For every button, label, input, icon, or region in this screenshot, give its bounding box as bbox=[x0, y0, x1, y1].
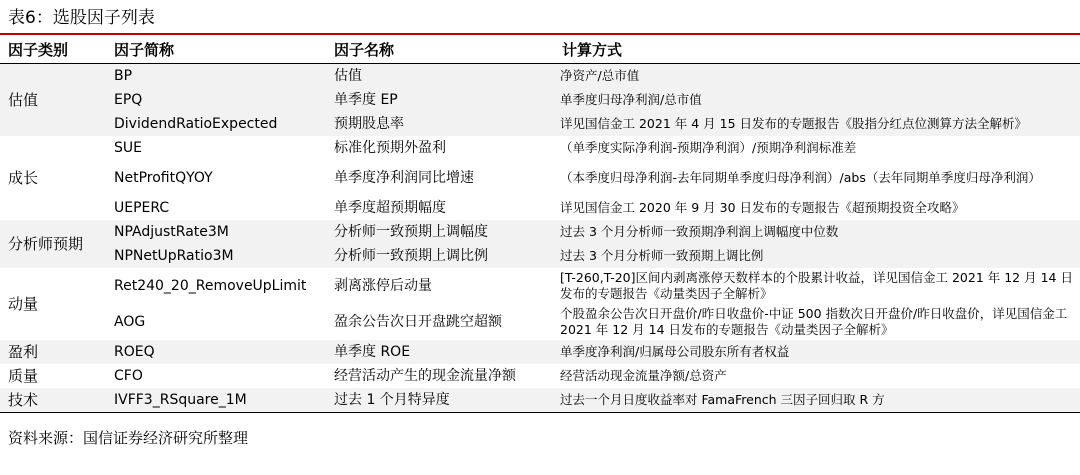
name-cell: 盈余公告次日开盘跳空超额 bbox=[334, 313, 502, 330]
header-name: 因子名称 bbox=[326, 35, 554, 64]
table-row bbox=[0, 244, 1080, 268]
name-cell: 过去 1 个月特异度 bbox=[326, 388, 554, 413]
category-cell: 盈利 bbox=[0, 340, 106, 364]
method-cell: 单季度归母净利润/总市值 bbox=[554, 88, 1080, 112]
name-cell: 分析师一致预期上调比例 bbox=[326, 244, 554, 268]
table-row bbox=[0, 136, 1080, 160]
name-cell: 单季度 ROE bbox=[326, 340, 554, 364]
header-method: 计算方式 bbox=[554, 35, 1080, 64]
abbr-cell: BP bbox=[106, 64, 326, 89]
header-category: 因子类别 bbox=[0, 35, 106, 64]
method-cell: 过去一个月日度收益率对 FamaFrench 三因子回归取 R 方 bbox=[554, 388, 1080, 413]
factor-table bbox=[0, 35, 1080, 413]
category-cell: 质量 bbox=[8, 366, 39, 385]
name-cell: 剥离涨停后动量 bbox=[334, 277, 432, 294]
table-row bbox=[0, 160, 1080, 196]
table-title: 表6：选股因子列表 bbox=[8, 8, 155, 28]
category-cell: 分析师预期 bbox=[0, 220, 106, 268]
table-row bbox=[0, 64, 1080, 89]
abbr-cell: IVFF3_RSquare_1M bbox=[106, 388, 326, 413]
category-cell: 技术 bbox=[0, 388, 106, 413]
method-cell: 净资产/总市值 bbox=[554, 64, 1080, 89]
method-cell: 过去 3 个月分析师一致预期上调比例 bbox=[554, 244, 1080, 268]
table-row bbox=[0, 268, 1080, 304]
abbr-cell: EPQ bbox=[106, 88, 326, 112]
method-cell: 单季度净利润/归属母公司股东所有者权益 bbox=[554, 340, 1080, 364]
name-cell: 标准化预期外盈利 bbox=[334, 139, 446, 156]
abbr-cell: ROEQ bbox=[106, 340, 326, 364]
table-row bbox=[0, 88, 1080, 112]
abbr-cell: DividendRatioExpected bbox=[106, 112, 326, 136]
name-cell: 分析师一致预期上调幅度 bbox=[326, 220, 554, 244]
abbr-cell: Ret240_20_RemoveUpLimit bbox=[114, 277, 307, 294]
category-cell: 估值 bbox=[0, 64, 106, 137]
table-row bbox=[0, 220, 1080, 244]
abbr-cell: AOG bbox=[114, 313, 146, 330]
name-cell: 单季度净利润同比增速 bbox=[334, 169, 474, 186]
method-cell: （本季度归母净利润-去年同期单季度归母净利润）/abs（去年同期单季度归母净利润） bbox=[560, 170, 1041, 185]
name-cell: 单季度 EP bbox=[326, 88, 554, 112]
table-row bbox=[0, 388, 1080, 413]
name-cell: 经营活动产生的现金流量净额 bbox=[334, 367, 516, 384]
method-cell: 经营活动现金流量净额/总资产 bbox=[560, 368, 727, 383]
method-cell: （单季度实际净利润-预期净利润）/预期净利润标准差 bbox=[560, 140, 857, 155]
method-cell: 详见国信金工 2021 年 4 月 15 日发布的专题报告《股指分红点位测算方法全解析》 bbox=[554, 112, 1080, 136]
table-row bbox=[0, 304, 1080, 340]
source-note: 资料来源：国信证券经济研究所整理 bbox=[8, 429, 249, 447]
abbr-cell: CFO bbox=[114, 367, 143, 384]
abbr-cell: NPNetUpRatio3M bbox=[106, 244, 326, 268]
table-row bbox=[0, 112, 1080, 136]
table-row bbox=[0, 364, 1080, 388]
method-cell: 过去 3 个月分析师一致预期净利润上调幅度中位数 bbox=[554, 220, 1080, 244]
method-cell: 详见国信金工 2020 年 9 月 30 日发布的专题报告《超预期投资全攻略》 bbox=[560, 200, 965, 215]
method-cell: 个股盈余公告次日开盘价/昨日收盘价-中证 500 指数次日开盘价/昨日收盘价，详见国信金工 2021 年 12 月 14 日发布的专题报告《动量类因子全解析》 bbox=[560, 306, 1068, 337]
name-cell: 估值 bbox=[326, 64, 554, 89]
table-header-row bbox=[0, 35, 1080, 64]
table-row bbox=[0, 196, 1080, 220]
category-cell: 成长 bbox=[8, 168, 39, 187]
abbr-cell: UEPERC bbox=[114, 199, 170, 216]
abbr-cell: SUE bbox=[114, 139, 142, 156]
name-cell: 预期股息率 bbox=[326, 112, 554, 136]
table-row bbox=[0, 340, 1080, 364]
abbr-cell: NPAdjustRate3M bbox=[106, 220, 326, 244]
abbr-cell: NetProfitQYOY bbox=[114, 169, 213, 186]
name-cell: 单季度超预期幅度 bbox=[334, 199, 446, 216]
category-cell: 动量 bbox=[8, 294, 39, 313]
method-cell: [T-260,T-20]区间内剥离涨停天数样本的个股累计收益，详见国信金工 2021 年 12 月 14 日发布的专题报告《动量类因子全解析》 bbox=[560, 270, 1073, 301]
header-abbr: 因子简称 bbox=[106, 35, 326, 64]
